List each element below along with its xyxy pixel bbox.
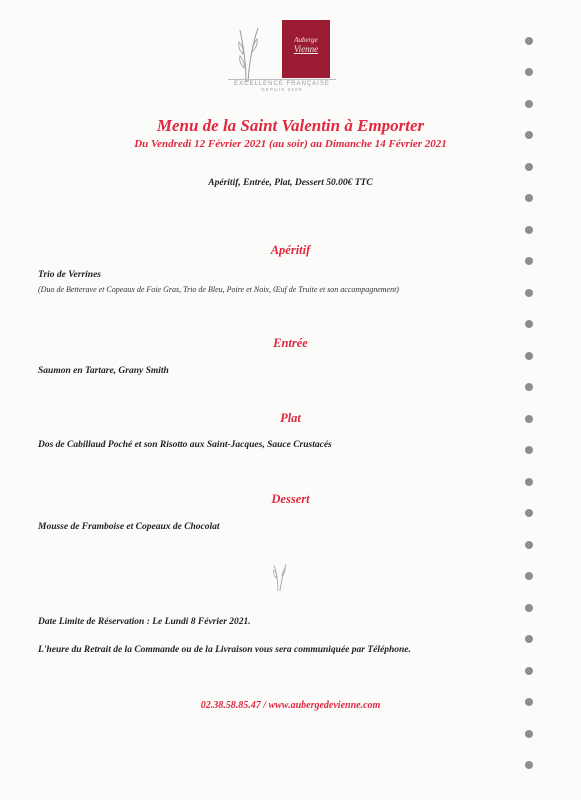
pickup-note: L'heure du Retrait de la Commande ou de la Livraison vous sera communiquée par Téléphone. <box>38 645 411 655</box>
contact-line: 02.38.58.85.47 / www.aubergedevienne.com <box>200 700 381 711</box>
section-title-aperitif: Apéritif <box>270 243 311 257</box>
punch-hole-icon <box>525 383 533 391</box>
punch-hole-icon <box>525 68 533 76</box>
logo-tagline: EXCELLENCE FRANÇAISE <box>234 81 330 87</box>
wheat-sprig-icon <box>236 24 262 84</box>
punch-hole-icon <box>525 667 533 675</box>
wheat-sprig-icon <box>271 562 289 592</box>
logo-since: DEPUIS 2000 <box>261 87 303 92</box>
punch-hole-icon <box>525 698 533 706</box>
section-title-dessert: Dessert <box>271 492 310 506</box>
plat-item: Dos de Cabillaud Poché et son Risotto aux Saint-Jacques, Sauce Crustacés <box>38 440 332 450</box>
punch-hole-icon <box>525 509 533 517</box>
punch-hole-icon <box>525 730 533 738</box>
punch-holes <box>523 0 535 800</box>
punch-hole-icon <box>525 352 533 360</box>
menu-dates: Du Vendredi 12 Février 2021 (au soir) au Dimanche 14 Février 2021 <box>134 138 447 150</box>
punch-hole-icon <box>525 194 533 202</box>
reservation-deadline: Date Limite de Réservation : Le Lundi 8 Février 2021. <box>38 617 251 627</box>
logo-line1: Auberge <box>294 36 318 44</box>
dessert-item: Mousse de Framboise et Copeaux de Chocolat <box>38 522 220 532</box>
punch-hole-icon <box>525 257 533 265</box>
punch-hole-icon <box>525 761 533 769</box>
punch-hole-icon <box>525 37 533 45</box>
punch-hole-icon <box>525 226 533 234</box>
logo-line2: Vienne <box>293 44 319 54</box>
punch-hole-icon <box>525 289 533 297</box>
punch-hole-icon <box>525 446 533 454</box>
punch-hole-icon <box>525 635 533 643</box>
menu-price: Apéritif, Entrée, Plat, Dessert 50.00€ TTC <box>208 178 373 188</box>
section-title-plat: Plat <box>280 411 301 425</box>
punch-hole-icon <box>525 604 533 612</box>
punch-hole-icon <box>525 541 533 549</box>
punch-hole-icon <box>525 572 533 580</box>
punch-hole-icon <box>525 163 533 171</box>
aperitif-item: Trio de Verrines <box>38 270 101 280</box>
menu-title: Menu de la Saint Valentin à Emporter <box>156 116 425 135</box>
entree-item: Saumon en Tartare, Grany Smith <box>38 366 169 376</box>
punch-hole-icon <box>525 320 533 328</box>
logo-tagline-block <box>222 78 342 92</box>
divider <box>228 79 336 80</box>
punch-hole-icon <box>525 131 533 139</box>
section-title-entree: Entrée <box>273 336 308 350</box>
punch-hole-icon <box>525 415 533 423</box>
punch-hole-icon <box>525 100 533 108</box>
punch-hole-icon <box>525 478 533 486</box>
logo <box>282 20 330 78</box>
aperitif-description: (Duo de Betterave et Copeaux de Foie Gras, Trio de Bleu, Poire et Noix, Œuf de Truite et son accompagnement) <box>38 285 399 294</box>
